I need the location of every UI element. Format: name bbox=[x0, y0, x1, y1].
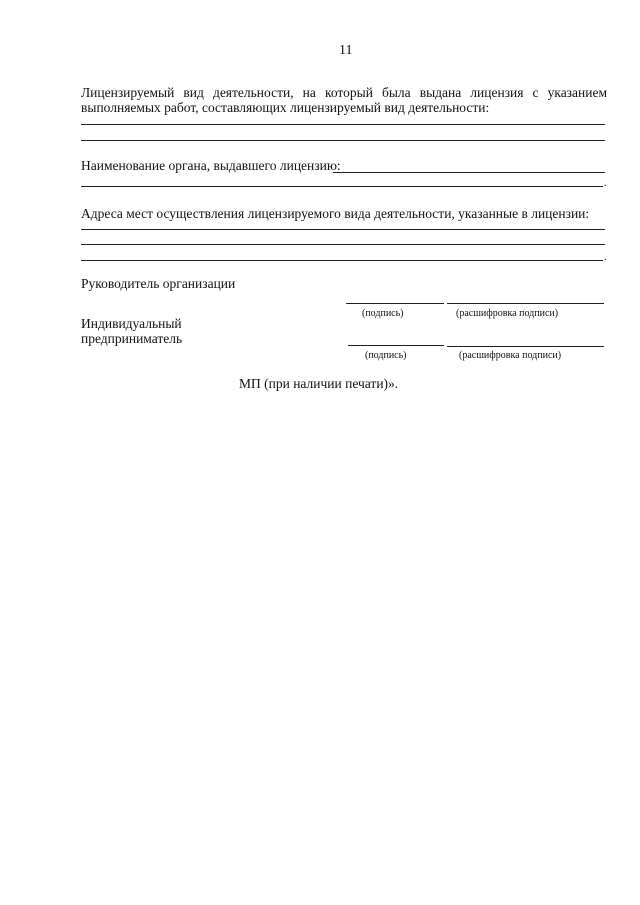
activity-addresses-field-line-1[interactable] bbox=[81, 229, 605, 230]
issuing-authority-field-line-2[interactable] bbox=[81, 186, 603, 187]
licensed-activity-text-line2: выполняемых работ, составляющих лицензируемый вид деятельности: bbox=[81, 100, 490, 115]
activity-addresses-end-dot: . bbox=[604, 252, 607, 263]
page-number: 11 bbox=[339, 43, 353, 58]
decryption-line-1[interactable] bbox=[447, 303, 604, 304]
activity-addresses-field-line-2[interactable] bbox=[81, 244, 605, 245]
signature-line-2[interactable] bbox=[348, 345, 444, 346]
licensed-activity-field-line-2[interactable] bbox=[81, 140, 605, 141]
issuing-authority-field-line-1[interactable] bbox=[333, 172, 605, 173]
licensed-activity-field-line-1[interactable] bbox=[81, 124, 605, 125]
decryption-caption-1: (расшифровка подписи) bbox=[456, 308, 559, 319]
issuing-authority-label: Наименование органа, выдавшего лицензию: bbox=[81, 158, 341, 173]
activity-addresses-label: Адреса мест осуществления лицензируемого вида деятельности, указанные в лицензии: bbox=[81, 206, 590, 221]
entrepreneur-label-line1: Индивидуальный bbox=[81, 316, 182, 331]
decryption-line-2[interactable] bbox=[447, 346, 604, 347]
signature-caption-1: (подпись) bbox=[362, 308, 404, 319]
entrepreneur-label-line2: предприниматель bbox=[81, 331, 183, 346]
head-of-organization-label: Руководитель организации bbox=[81, 276, 236, 291]
stamp-note: МП (при наличии печати)». bbox=[239, 376, 399, 391]
signature-line-1[interactable] bbox=[346, 303, 444, 304]
licensed-activity-text-line1: Лицензируемый вид деятельности, на который была выдана лицензия с указанием bbox=[81, 85, 607, 100]
decryption-caption-2: (расшифровка подписи) bbox=[459, 350, 562, 361]
activity-addresses-field-line-3[interactable] bbox=[81, 260, 603, 261]
signature-caption-2: (подпись) bbox=[365, 350, 407, 361]
issuing-authority-end-dot: . bbox=[604, 178, 607, 189]
